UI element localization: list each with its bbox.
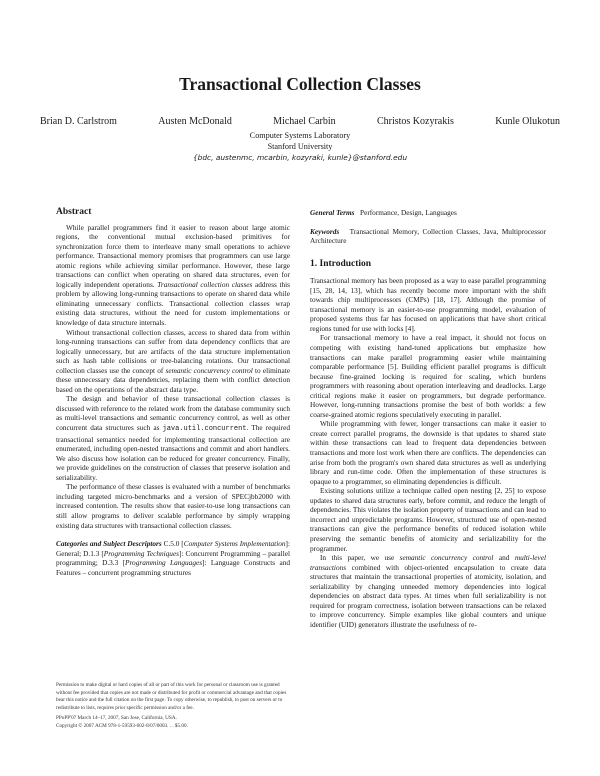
introduction-heading: 1. Introduction [310,258,372,269]
keywords: Keywords Transactional Memory, Collection Classes, Java, Multiprocessor Architecture [310,226,546,246]
left-column [56,208,290,577]
intro-paragraph: For transactional memory to have a real impact, it should not focus on competing with existing hand-tuned applications but emphasize how transactions can make parallel programming easier while maintaining comparable performance [5]. Building efficient parallel programs is difficult because fine-grained locking is required for scaling, which burdens programmers with reasoning about operation interleaving and deadlocks. Large critical regions make it easier on programmers, but degrade performance. However, long-running transactions promise the best of both worlds: a few coarse-grained atomic regions speculatively executing in parallel. [310,333,546,419]
permission-notice: Permission to make digital or hard copies of all or part of this work for personal or classroom use is granted without fee provided that copies are not made or distributed for profit or commercial advantage and that copies bear this notice and the full citation on the first page. To copy otherwise, to republish, to post on servers or to redistribute to lists, requires prior specific permission and/or a fee. [56,682,287,711]
copyright-footnote [56,682,290,730]
author: Austen McDonald [158,116,232,127]
right-column [310,208,546,629]
intro-paragraph: While programming with fewer, longer transactions can make it easier to create correct parallel programs, the downside is that updates to shared state within these transactions can lead to frequent data dependencies between transactions and more lost work when there are conflicts. The dependencies can arise from both the program's own shared data structures as well as underlying library and run-time code. Often the implementation of these structures is opaque to a programmer, so eliminating dependencies is difficult. [310,419,546,486]
intro-paragraph: Existing solutions utilize a technique called open nesting [2, 25] to expose updates to shared data structures early, before commit, and reduce the length of dependencies. This violates the isolation property of transactions and can lead to incorrect and unpredictable programs. However, structured use of open-nested transactions can give the performance benefits of reduced isolation while preserving the semantic benefits of atomicity and serializability for the programmer. [310,486,546,553]
author: Christos Kozyrakis [376,116,454,127]
abstract-paragraph: Without transactional collection classes, access to shared data from within long-running transactions can suffer from data dependency conflicts that are logically unnecessary, but are artifacts of the data structure implementation such as hash table collisions or tree-balancing rotations. Our transactional collection classes use the concept of semantic concurrency control to eliminate these unnecessary data dependencies, replacing them with conflict detection based on the operations of the abstract data type. [56,327,290,394]
author: Michael Carbin [273,116,336,127]
conference-info: PPoPP'07 March 14–17, 2007, San Jose, California, USA. [56,715,177,721]
intro-paragraph: In this paper, we use semantic concurrency control and multi-level transactions combined with object-oriented encapsulation to create data structures that maintain the transactional properties of atomicity, isolation, and serializability by changing unneeded memory dependencies into logical dependencies on abstract data types. At times when full serializability is not required for program correctness, isolation between transactions can be relaxed to improve concurrency. Simple examples like global counters and unique identifier (UID) generators illustrate the usefulness of re- [310,553,547,629]
author-list [40,116,560,127]
author: Brian D. Carlstrom [40,116,117,127]
abstract-paragraph: While parallel programmers find it easier to reason about large atomic regions, the conventional mutual exclusion-based primitives for synchronization force them to interleave many small operations to achieve performance. Transactional memory promises that programmers can use large atomic regions while achieving similar performance. However, these large transactions can conflict when operating on shared data structures, even for logically independent operations. Transactional collection classes address this problem by allowing long-running transactions to operate on shared data while eliminating unnecessary conflicts. Transactional collection classes wrap existing data structures, without the need for custom implementations or knowledge of data structure internals. [56,222,291,328]
abstract-paragraph: The design and behavior of these transactional collection classes is discussed with reference to the related work from the database community such as multi-level transactions and semantic concurrency control, as well as other concurrent data structures such as java.util.concurrent. The required transactional semantics needed for implementing transactional collection are enumerated, including open-nested transactions and commit and abort handlers. We also discuss how isolation can be reduced for greater concurrency. Finally, we provide guidelines on the construction of classes that preserve isolation and serializability. [56,394,290,482]
categories-descriptors: Categories and Subject Descriptors C.5.0 [Computer Systems Implementation]: General; D.1.3 [Programming Techniques]: Concurrent Programming – parallel programming; D.3.3 [Programming Languages]: Language Constructs and Features – concurrent programming structures [56,539,291,577]
author-emails: {bdc, austenmc, mcarbin, kozyraki, kunle}@stanford.edu [192,153,408,162]
affiliation-lab: Computer Systems Laboratory [249,131,351,140]
general-terms: General Terms Performance, Design, Languages [310,208,457,217]
affiliation [0,130,600,163]
affiliation-university: Stanford University [267,142,333,151]
abstract-heading: Abstract [56,207,92,217]
paper-title: Transactional Collection Classes [179,74,421,94]
copyright-line: Copyright © 2007 ACM 978-1-59593-602-8/07/0003. . . $5.00. [56,722,188,729]
author: Kunle Olukotun [495,116,560,127]
intro-paragraph: Transactional memory has been proposed as a way to ease parallel programming [15, 28, 14, 13], which has recently become more important with the shift towards chip multiprocessors (CMPs) [18, 17]. Although the promise of transactional memory is an easier-to-use programming model, evaluation of proposed systems thus far has focused on applications that have short critical regions tuned for use with locks [4]. [310,276,546,333]
abstract-paragraph: The performance of these classes is evaluated with a number of benchmarks including targeted micro-benchmarks and a version of SPECjbb2000 with increased contention. The results show that easier-to-use long transactions can still allow programs to deliver scalable performance by simply wrapping existing data structures with transactional collection classes. [56,482,290,530]
